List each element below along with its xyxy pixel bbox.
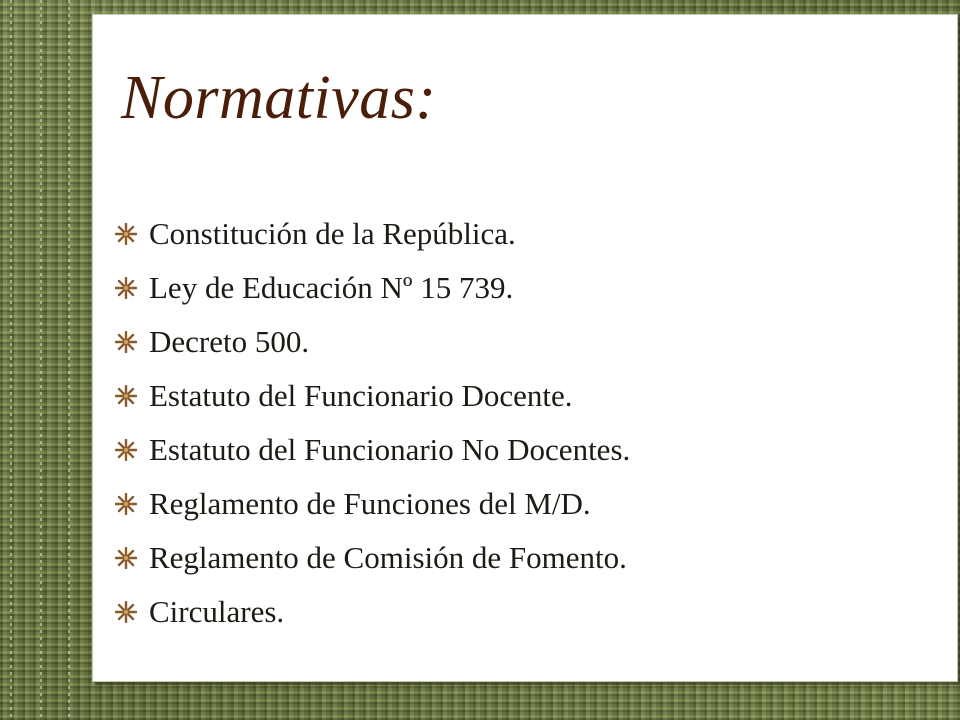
list-item — [115, 531, 630, 585]
star-asterisk-icon — [115, 493, 137, 515]
star-asterisk-icon — [115, 601, 137, 623]
list-item — [115, 477, 630, 531]
list-item-text: Decreto 500. — [149, 324, 310, 359]
list-item-text: Circulares. — [149, 594, 285, 629]
stitch-line — [10, 0, 12, 720]
slide-title: Normativas: — [121, 64, 437, 132]
list-item — [115, 369, 630, 423]
list-item — [115, 315, 630, 369]
list-item-text: Constitución de la República. — [149, 216, 516, 251]
list-item — [115, 261, 630, 315]
stitch-line — [68, 0, 70, 720]
left-decorative-strip — [0, 0, 70, 720]
list-item-text: Estatuto del Funcionario Docente. — [149, 378, 573, 413]
list-item — [115, 585, 630, 639]
star-asterisk-icon — [115, 223, 137, 245]
bullet-list — [115, 207, 630, 639]
list-item-text: Reglamento de Funciones del M/D. — [149, 486, 591, 521]
star-asterisk-icon — [115, 277, 137, 299]
star-asterisk-icon — [115, 439, 137, 461]
slide-content-panel — [92, 14, 958, 682]
list-item — [115, 207, 630, 261]
stitch-line — [40, 0, 42, 720]
list-item — [115, 423, 630, 477]
list-item-text: Estatuto del Funcionario No Docentes. — [149, 432, 631, 467]
list-item-text: Ley de Educación Nº 15 739. — [149, 270, 514, 305]
star-asterisk-icon — [115, 547, 137, 569]
star-asterisk-icon — [115, 331, 137, 353]
star-asterisk-icon — [115, 385, 137, 407]
list-item-text: Reglamento de Comisión de Fomento. — [149, 540, 627, 575]
